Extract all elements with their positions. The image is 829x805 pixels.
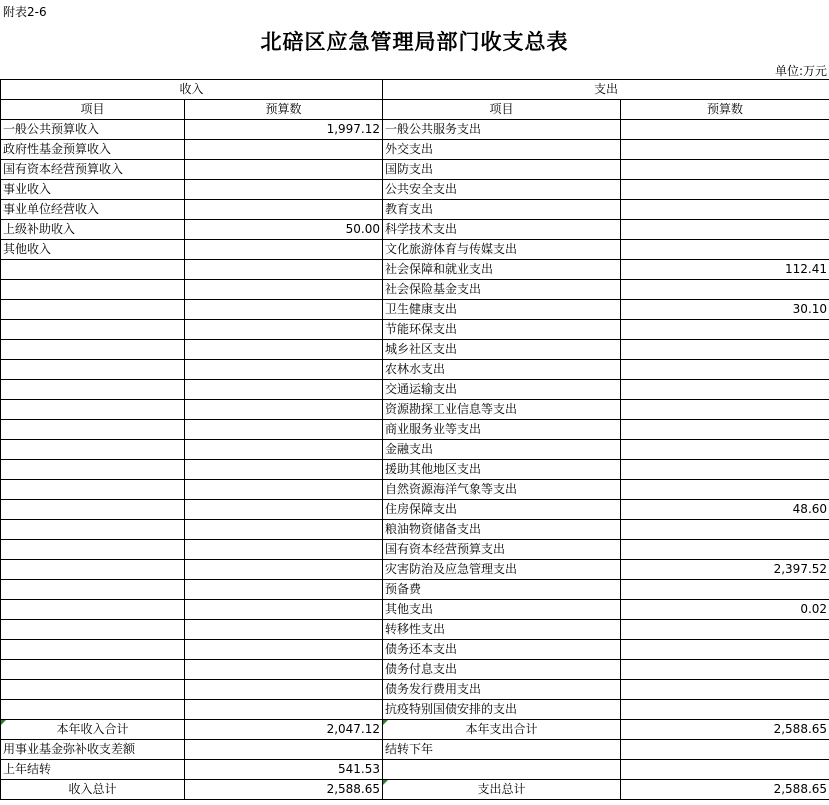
income-value-cell: 1,997.12 bbox=[185, 120, 383, 140]
income-item-header: 项目 bbox=[1, 100, 185, 120]
expense-value-cell: 48.60 bbox=[621, 500, 829, 520]
expense-item-cell: 转移性支出 bbox=[383, 620, 621, 640]
expense-item-cell: 卫生健康支出 bbox=[383, 300, 621, 320]
expense-item-header: 项目 bbox=[383, 100, 621, 120]
expense-section-header: 支出 bbox=[383, 80, 829, 100]
unit-label: 单位:万元 bbox=[774, 64, 827, 78]
income-item-cell bbox=[1, 580, 185, 600]
expense-value-cell bbox=[621, 540, 829, 560]
expense-item-cell: 自然资源海洋气象等支出 bbox=[383, 480, 621, 500]
income-item-cell bbox=[1, 540, 185, 560]
expense-budget-header: 预算数 bbox=[621, 100, 829, 120]
table-row bbox=[1, 160, 829, 180]
table-row bbox=[1, 480, 829, 500]
year-expense-label: 本年支出合计 bbox=[383, 720, 621, 740]
table-row bbox=[1, 700, 829, 720]
income-value-cell bbox=[185, 140, 383, 160]
table-row bbox=[1, 500, 829, 520]
income-value-cell bbox=[185, 440, 383, 460]
expense-item-cell: 城乡社区支出 bbox=[383, 340, 621, 360]
income-value-cell bbox=[185, 180, 383, 200]
income-item-cell: 其他收入 bbox=[1, 240, 185, 260]
table-row bbox=[1, 180, 829, 200]
expense-item-cell: 教育支出 bbox=[383, 200, 621, 220]
income-item-cell bbox=[1, 440, 185, 460]
year-income-value: 2,047.12 bbox=[185, 720, 383, 740]
expense-value-cell bbox=[621, 180, 829, 200]
total-expense-value: 2,588.65 bbox=[621, 780, 829, 800]
income-value-cell bbox=[185, 200, 383, 220]
expense-item-cell: 国防支出 bbox=[383, 160, 621, 180]
income-value-cell bbox=[185, 500, 383, 520]
expense-item-cell: 节能环保支出 bbox=[383, 320, 621, 340]
expense-item-cell: 住房保障支出 bbox=[383, 500, 621, 520]
income-item-cell bbox=[1, 460, 185, 480]
expense-item-cell: 商业服务业等支出 bbox=[383, 420, 621, 440]
income-value-cell bbox=[185, 600, 383, 620]
income-item-cell bbox=[1, 380, 185, 400]
table-row bbox=[1, 120, 829, 140]
income-item-cell bbox=[1, 600, 185, 620]
expense-value-cell bbox=[621, 660, 829, 680]
income-value-cell bbox=[185, 540, 383, 560]
expense-item-cell: 灾害防治及应急管理支出 bbox=[383, 560, 621, 580]
income-value-cell bbox=[185, 580, 383, 600]
income-value-cell bbox=[185, 680, 383, 700]
expense-item-cell: 社会保障和就业支出 bbox=[383, 260, 621, 280]
table-row bbox=[1, 560, 829, 580]
expense-value-cell bbox=[621, 460, 829, 480]
table-row bbox=[1, 400, 829, 420]
income-item-cell: 上级补助收入 bbox=[1, 220, 185, 240]
table-row bbox=[1, 360, 829, 380]
income-value-cell bbox=[185, 560, 383, 580]
expense-item-cell: 金融支出 bbox=[383, 440, 621, 460]
table-row bbox=[1, 680, 829, 700]
expense-item-cell: 粮油物资储备支出 bbox=[383, 520, 621, 540]
expense-value-cell: 2,397.52 bbox=[621, 560, 829, 580]
expense-value-cell bbox=[621, 520, 829, 540]
column-header-row bbox=[1, 100, 829, 120]
expense-value-cell bbox=[621, 140, 829, 160]
expense-value-cell bbox=[621, 360, 829, 380]
fund-balance-label: 用事业基金弥补收支差额 bbox=[1, 740, 185, 760]
expense-value-cell bbox=[621, 120, 829, 140]
income-value-cell bbox=[185, 400, 383, 420]
expense-value-cell: 112.41 bbox=[621, 260, 829, 280]
table-row bbox=[1, 520, 829, 540]
table-row bbox=[1, 620, 829, 640]
expense-item-cell: 社会保险基金支出 bbox=[383, 280, 621, 300]
carry-forward-label: 结转下年 bbox=[383, 740, 621, 760]
expense-item-cell: 农林水支出 bbox=[383, 360, 621, 380]
income-value-cell bbox=[185, 460, 383, 480]
expense-value-cell bbox=[621, 620, 829, 640]
income-value-cell bbox=[185, 700, 383, 720]
attachment-label: 附表2-6 bbox=[3, 5, 47, 19]
table-row bbox=[1, 420, 829, 440]
expense-value-cell bbox=[621, 280, 829, 300]
expense-value-cell bbox=[621, 580, 829, 600]
income-item-cell bbox=[1, 400, 185, 420]
grand-total-row bbox=[1, 780, 829, 800]
income-value-cell bbox=[185, 300, 383, 320]
income-item-cell bbox=[1, 260, 185, 280]
expense-value-cell bbox=[621, 240, 829, 260]
last-year-row bbox=[1, 760, 829, 780]
table-row bbox=[1, 140, 829, 160]
expense-item-cell: 资源勘探工业信息等支出 bbox=[383, 400, 621, 420]
expense-item-cell: 援助其他地区支出 bbox=[383, 460, 621, 480]
income-item-cell: 国有资本经营预算收入 bbox=[1, 160, 185, 180]
income-item-cell: 政府性基金预算收入 bbox=[1, 140, 185, 160]
expense-item-cell: 国有资本经营预算支出 bbox=[383, 540, 621, 560]
expense-item-cell: 债务发行费用支出 bbox=[383, 680, 621, 700]
expense-item-cell: 科学技术支出 bbox=[383, 220, 621, 240]
total-expense-label: 支出总计 bbox=[383, 780, 621, 800]
income-section-header: 收入 bbox=[1, 80, 383, 100]
income-item-cell bbox=[1, 560, 185, 580]
expense-item-cell: 文化旅游体育与传媒支出 bbox=[383, 240, 621, 260]
expense-value-cell bbox=[621, 340, 829, 360]
income-value-cell bbox=[185, 620, 383, 640]
year-income-label: 本年收入合计 bbox=[1, 720, 185, 740]
year-total-row bbox=[1, 720, 829, 740]
income-value-cell bbox=[185, 520, 383, 540]
income-budget-header: 预算数 bbox=[185, 100, 383, 120]
expense-value-cell: 30.10 bbox=[621, 300, 829, 320]
table-row bbox=[1, 320, 829, 340]
expense-value-cell bbox=[621, 700, 829, 720]
expense-value-cell bbox=[621, 160, 829, 180]
table-row bbox=[1, 540, 829, 560]
income-item-cell bbox=[1, 640, 185, 660]
fund-balance-row bbox=[1, 740, 829, 760]
income-value-cell bbox=[185, 260, 383, 280]
income-item-cell bbox=[1, 420, 185, 440]
expense-value-cell bbox=[621, 680, 829, 700]
expense-item-cell: 抗疫特别国债安排的支出 bbox=[383, 700, 621, 720]
expense-value-cell bbox=[621, 380, 829, 400]
expense-value-cell bbox=[621, 480, 829, 500]
table-row bbox=[1, 460, 829, 480]
income-item-cell bbox=[1, 700, 185, 720]
total-income-value: 2,588.65 bbox=[185, 780, 383, 800]
table-row bbox=[1, 280, 829, 300]
section-header-row bbox=[1, 80, 829, 100]
income-value-cell bbox=[185, 660, 383, 680]
income-item-cell: 事业收入 bbox=[1, 180, 185, 200]
income-item-cell bbox=[1, 340, 185, 360]
income-item-cell bbox=[1, 660, 185, 680]
income-value-cell bbox=[185, 480, 383, 500]
income-item-cell bbox=[1, 500, 185, 520]
expense-value-cell bbox=[621, 200, 829, 220]
fund-balance-value bbox=[185, 740, 383, 760]
expense-item-cell: 交通运输支出 bbox=[383, 380, 621, 400]
table-row bbox=[1, 380, 829, 400]
table-row bbox=[1, 260, 829, 280]
last-year-label: 上年结转 bbox=[1, 760, 185, 780]
income-value-cell: 50.00 bbox=[185, 220, 383, 240]
expense-item-cell: 一般公共服务支出 bbox=[383, 120, 621, 140]
page-title: 北碚区应急管理局部门收支总表 bbox=[260, 30, 569, 54]
income-value-cell bbox=[185, 340, 383, 360]
expense-item-cell: 预备费 bbox=[383, 580, 621, 600]
total-income-label: 收入总计 bbox=[1, 780, 185, 800]
expense-value-cell bbox=[621, 220, 829, 240]
table-row bbox=[1, 240, 829, 260]
expense-item-cell: 债务付息支出 bbox=[383, 660, 621, 680]
income-value-cell bbox=[185, 240, 383, 260]
carry-forward-value bbox=[621, 740, 829, 760]
expense-value-cell bbox=[621, 320, 829, 340]
income-item-cell bbox=[1, 280, 185, 300]
income-value-cell bbox=[185, 320, 383, 340]
expense-item-cell: 债务还本支出 bbox=[383, 640, 621, 660]
income-item-cell: 一般公共预算收入 bbox=[1, 120, 185, 140]
income-item-cell bbox=[1, 320, 185, 340]
expense-value-cell bbox=[621, 640, 829, 660]
expense-value-cell bbox=[621, 400, 829, 420]
expense-item-cell: 公共安全支出 bbox=[383, 180, 621, 200]
table-row bbox=[1, 600, 829, 620]
income-value-cell bbox=[185, 280, 383, 300]
budget-table bbox=[0, 79, 829, 800]
expense-value-cell: 0.02 bbox=[621, 600, 829, 620]
year-expense-value: 2,588.65 bbox=[621, 720, 829, 740]
income-value-cell bbox=[185, 420, 383, 440]
income-item-cell bbox=[1, 620, 185, 640]
expense-item-cell: 其他支出 bbox=[383, 600, 621, 620]
table-row bbox=[1, 440, 829, 460]
income-item-cell bbox=[1, 520, 185, 540]
empty-cell bbox=[621, 760, 829, 780]
income-value-cell bbox=[185, 640, 383, 660]
income-item-cell bbox=[1, 300, 185, 320]
table-row bbox=[1, 660, 829, 680]
income-value-cell bbox=[185, 380, 383, 400]
empty-cell bbox=[383, 760, 621, 780]
table-row bbox=[1, 580, 829, 600]
last-year-value: 541.53 bbox=[185, 760, 383, 780]
income-value-cell bbox=[185, 360, 383, 380]
table-row bbox=[1, 200, 829, 220]
table-row bbox=[1, 220, 829, 240]
table-row bbox=[1, 340, 829, 360]
income-item-cell bbox=[1, 360, 185, 380]
income-item-cell: 事业单位经营收入 bbox=[1, 200, 185, 220]
income-item-cell bbox=[1, 680, 185, 700]
table-row bbox=[1, 640, 829, 660]
table-row bbox=[1, 300, 829, 320]
expense-item-cell: 外交支出 bbox=[383, 140, 621, 160]
expense-value-cell bbox=[621, 440, 829, 460]
income-item-cell bbox=[1, 480, 185, 500]
income-value-cell bbox=[185, 160, 383, 180]
expense-value-cell bbox=[621, 420, 829, 440]
